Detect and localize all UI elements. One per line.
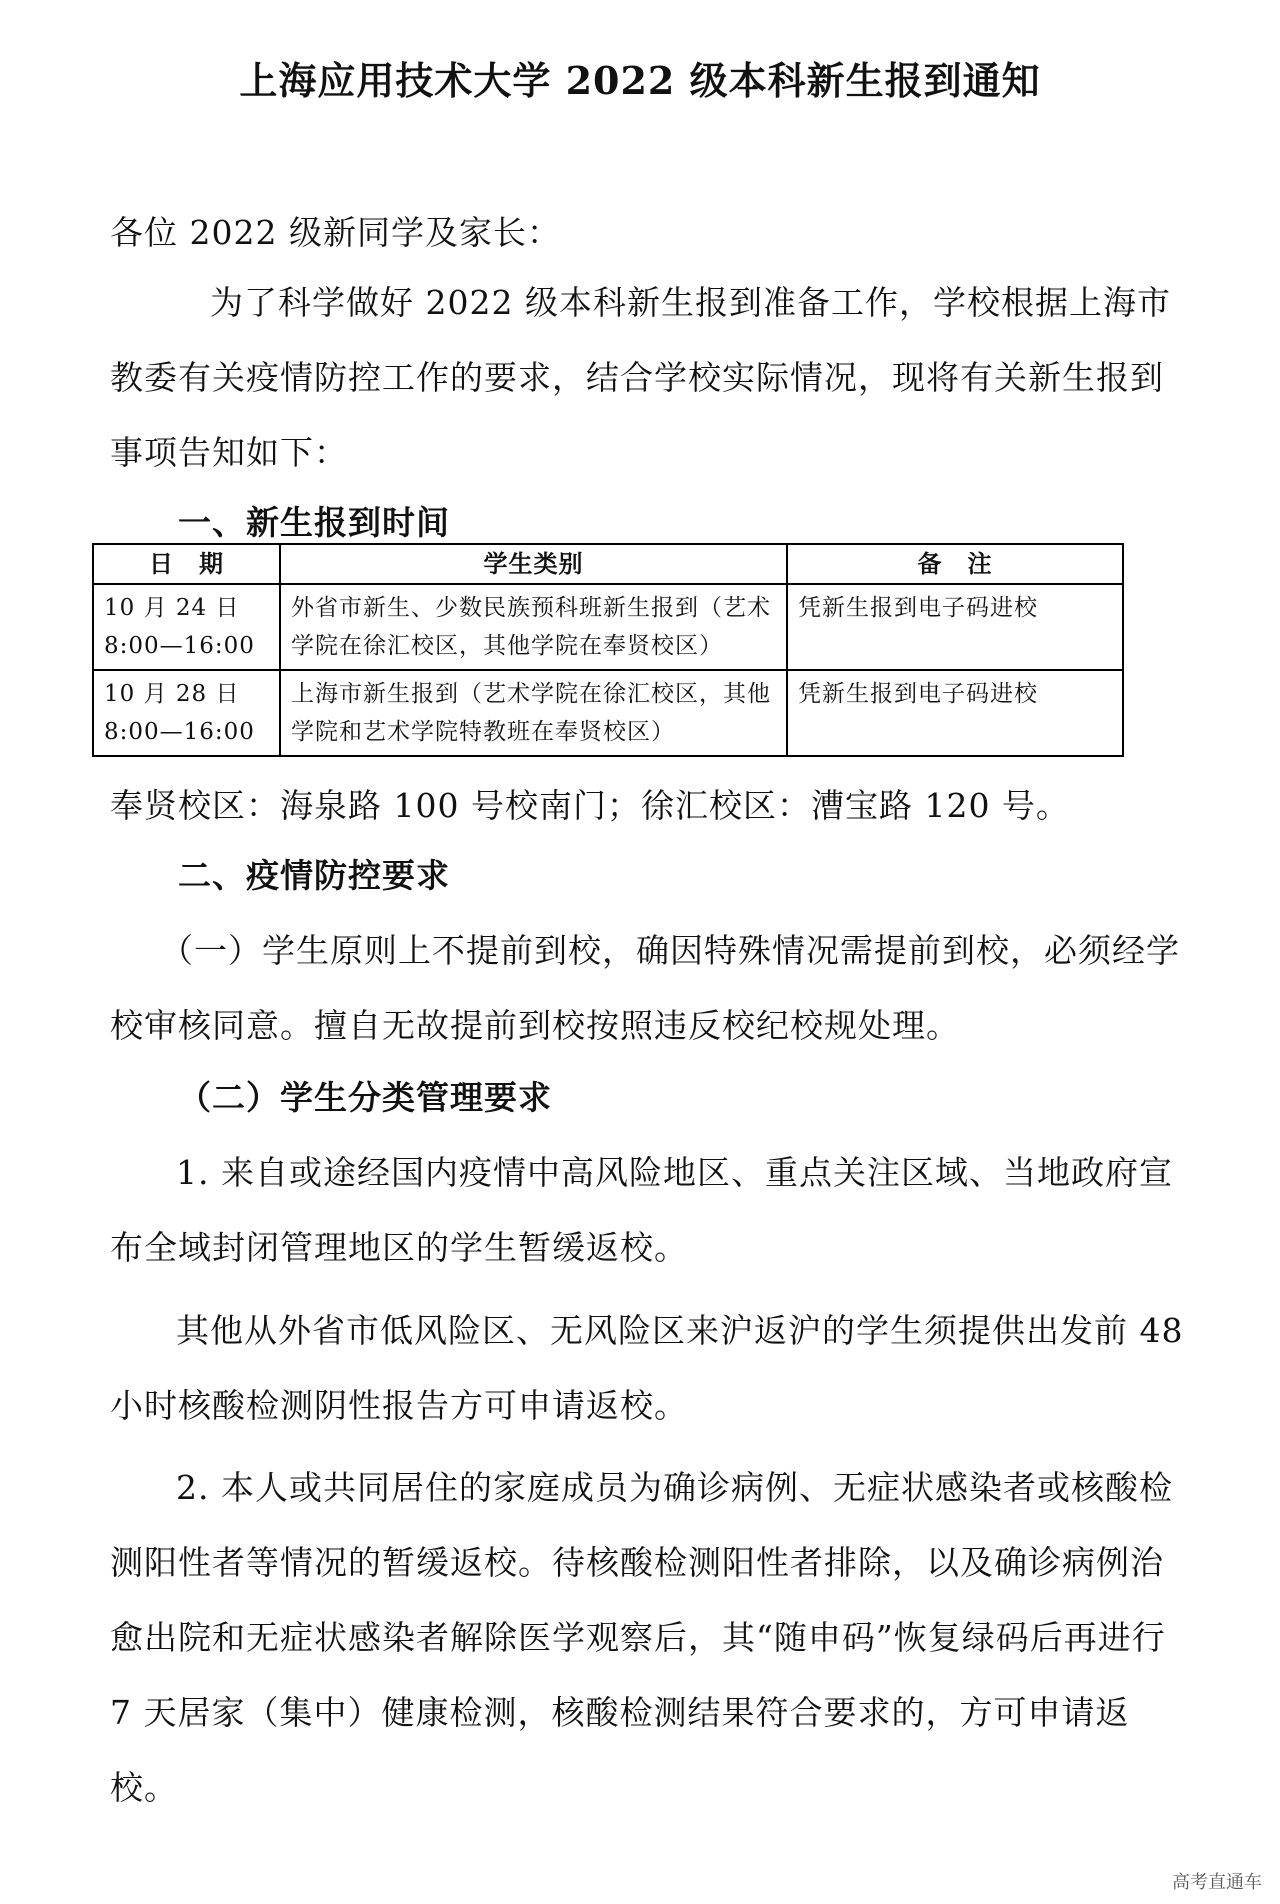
date-text: 10 月 24 日 [104, 595, 240, 621]
time-text: 8:00—16:00 [104, 719, 255, 745]
time-text: 8:00—16:00 [104, 633, 255, 659]
watermark: 高考直通车 [1172, 1872, 1262, 1893]
cell-note: 凭新生报到电子码进校 [787, 670, 1123, 756]
header-category: 学生类别 [280, 544, 787, 584]
intro-paragraph: 为了科学做好 2022 级本科新生报到准备工作，学校根据上海市教委有关疫情防控工作的要求，结合学校实际情况，现将有关新生报到事项告知如下： [110, 283, 1171, 472]
cell-date [93, 584, 280, 670]
table-header-row [93, 544, 1123, 584]
item2-paragraph: 2. 本人或共同居住的家庭成员为确诊病例、无症状感染者或核酸检测阳性者等情况的暂缓返校。待核酸检测阳性者排除，以及确诊病例治愈出院和无症状感染者解除医学观察后，其“随申码”恢复绿码后再进行 7 天居家（集中）健康检测，核酸检测结果符合要求的，方可申请返校。 [110, 1468, 1173, 1807]
table-row [93, 670, 1123, 756]
cell-date [93, 670, 280, 756]
date-text: 10 月 28 日 [104, 681, 240, 707]
item1-paragraph: 1. 来自或途经国内疫情中高风险地区、重点关注区域、当地政府宣布全域封闭管理地区的学生暂缓返校。 [110, 1153, 1173, 1267]
schedule-table [92, 543, 1124, 757]
page-title: 上海应用技术大学 2022 级本科新生报到通知 [239, 58, 1041, 103]
table-row [93, 584, 1123, 670]
cell-note: 凭新生报到电子码进校 [787, 584, 1123, 670]
header-date: 日 期 [93, 544, 280, 584]
cell-category: 外省市新生、少数民族预科班新生报到（艺术学院在徐汇校区，其他学院在奉贤校区） [280, 584, 787, 670]
campus-addresses: 奉贤校区：海泉路 100 号校南门；徐汇校区：漕宝路 120 号。 [110, 786, 1070, 825]
sub2-heading: （二）学生分类管理要求 [178, 1078, 552, 1117]
greeting: 各位 2022 级新同学及家长： [110, 213, 561, 252]
section2-heading: 二、疫情防控要求 [178, 856, 450, 895]
cell-category: 上海市新生报到（艺术学院在徐汇校区，其他学院和艺术学院特教班在奉贤校区） [280, 670, 787, 756]
header-note: 备 注 [787, 544, 1123, 584]
section1-heading: 一、新生报到时间 [178, 503, 450, 542]
sub1-paragraph: （一）学生原则上不提前到校，确因特殊情况需提前到校，必须经学校审核同意。擅自无故提前到校按照违反校纪校规处理。 [110, 931, 1180, 1045]
item1b-paragraph: 其他从外省市低风险区、无风险区来沪返沪的学生须提供出发前 48 小时核酸检测阴性报告方可申请返校。 [110, 1311, 1184, 1425]
